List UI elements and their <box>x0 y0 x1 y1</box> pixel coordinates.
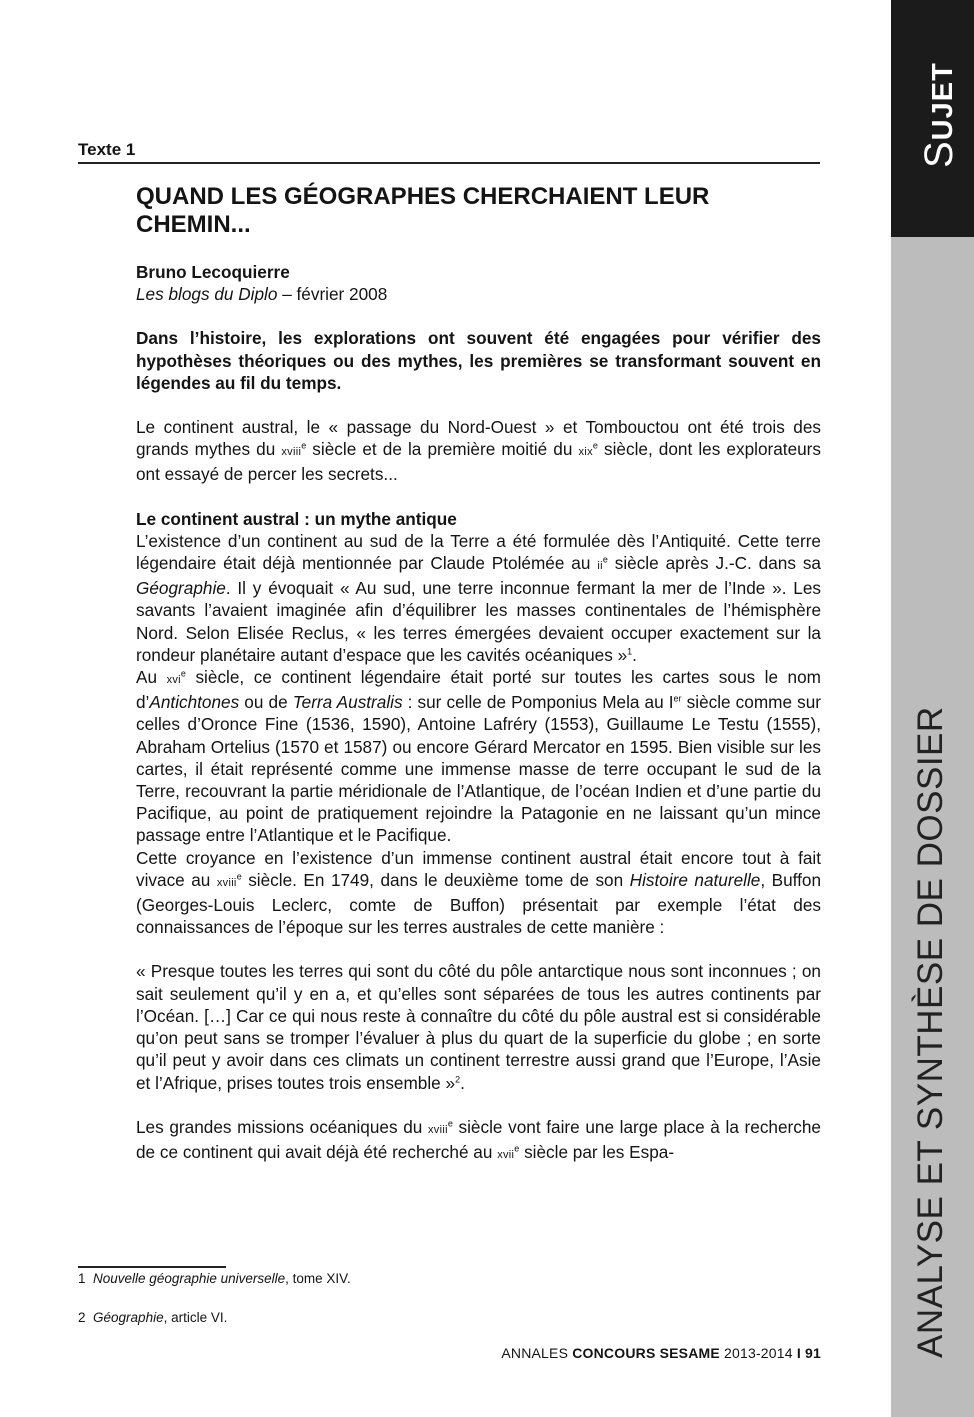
paragraph-4: Les grandes missions océaniques du xviii$^e$ siècle vont faire une large place à la recherche de ce continent qui avait déjà été recherché au xvii$^e$ siècle par les Espa- <box>136 1116 821 1162</box>
section-label-sujet: SUJET <box>917 62 961 168</box>
article-body <box>136 261 821 1166</box>
header-divider <box>78 162 820 164</box>
buffon-quote: « Presque toutes les terres qui sont du côté du pôle antarctique nous sont inconnues ; on sait seulement qu’il y en a, et qu’elles sont séparées de tous les autres continents par l’Océan. […] Car ce qui nous reste à connaître du côté du pôle austral est si considérable qu’on peut sans se tromper l’évaluer à plus du quart de la superficie du globe ; en sorte qu’il peut y avoir dans ces climats un continent terrestre aussi grand que l’Europe, l’Asie et l’Afrique, prises toutes trois ensemble »$^2$. <box>136 961 821 1093</box>
text-number-label: Texte 1 <box>78 140 136 159</box>
lead-paragraph: Dans l’histoire, les explorations ont souvent été engagées pour vérifier des hypothèses théoriques ou des mythes, les premières se transformant souvent en légendes au fil du temps. <box>136 328 821 393</box>
article-title: QUAND LES GÉOGRAPHES CHERCHAIENT LEUR CHEMIN... <box>136 183 710 238</box>
page-footer: ANNALES CONCOURS SESAME 2013-2014 I 91 <box>501 1345 821 1361</box>
paragraph-2: Au xvi$^e$ siècle, ce continent légendaire était porté sur toutes les cartes sous le nom d’Antichtones ou de Terra Australis : sur celle de Pomponius Mela au Ier siècle comme sur celles d’Oronce Fine (1536, 1590), Antoine Lafréry (1553), Guillaume Le Testu (1555), Abraham Ortelius (1570 et 1587) ou encore Gérard Mercator en 1595. Bien visible sur les cartes, il était représenté comme une immense masse de terre occupant le sud de la Terre, recouvrant la partie méridionale de l’Atlantique, de l’océan Indien et d’une partie du Pacifique, au point de pratiquement rejoindre la Patagonie en ne laissant qu’un mince passage entre l’Atlantique et le Pacifique. <box>136 667 821 846</box>
paragraph-1: L’existence d’un continent au sud de la Terre a été formulée dès l’Antiquité. Cette terre légendaire était déjà mentionnée par Claude Ptolémée au $ii^e$ siècle après J.-C. dans sa Géographie. Il y évoquait « Au sud, une terre inconnue fermant la mer de l’Inde ». Les savants l’avaient imaginée afin d’équilibrer les masses continentales de l’hémisphère Nord. Selon Elisée Reclus, « les terres émergées devaient occuper exactement sur la rondeur planétaire autant d’espace que les cavités océaniques »$^1$. <box>136 530 821 665</box>
paragraph-3: Cette croyance en l’existence d’un immense continent austral était encore tout à fait vivace au xviii$^e$ siècle. En 1749, dans le deuxième tome de son Histoire naturelle, Buffon (Georges-Louis Leclerc, comte de Buffon) présentait par exemple l’état des connaissances de l’époque sur les terres australes de cette manière : <box>136 847 822 938</box>
author: Bruno Lecoquierre <box>136 262 290 282</box>
section-heading: Le continent austral : un mythe antique <box>136 508 457 529</box>
page-number: 91 <box>800 1345 821 1361</box>
footnote-2: 2 Géographie, article VI. <box>78 1310 228 1325</box>
intro-paragraph: Le continent austral, le « passage du Nord-Ouest » et Tombouctou ont été trois des grands mythes du xviii$^e$ siècle et de la première moitié du xix$^e$ siècle, dont les explorateurs ont essayé de percer les secrets... <box>136 417 822 485</box>
source-line: Les blogs du Diplo – février 2008 <box>136 284 388 305</box>
footnote-divider <box>78 1266 226 1268</box>
vertical-section-title: ANALYSE ET SYNTHÈSE DE DOSSIER <box>911 706 950 1358</box>
footnote-1: 1 Nouvelle géographie universelle, tome XIV. <box>78 1271 351 1286</box>
